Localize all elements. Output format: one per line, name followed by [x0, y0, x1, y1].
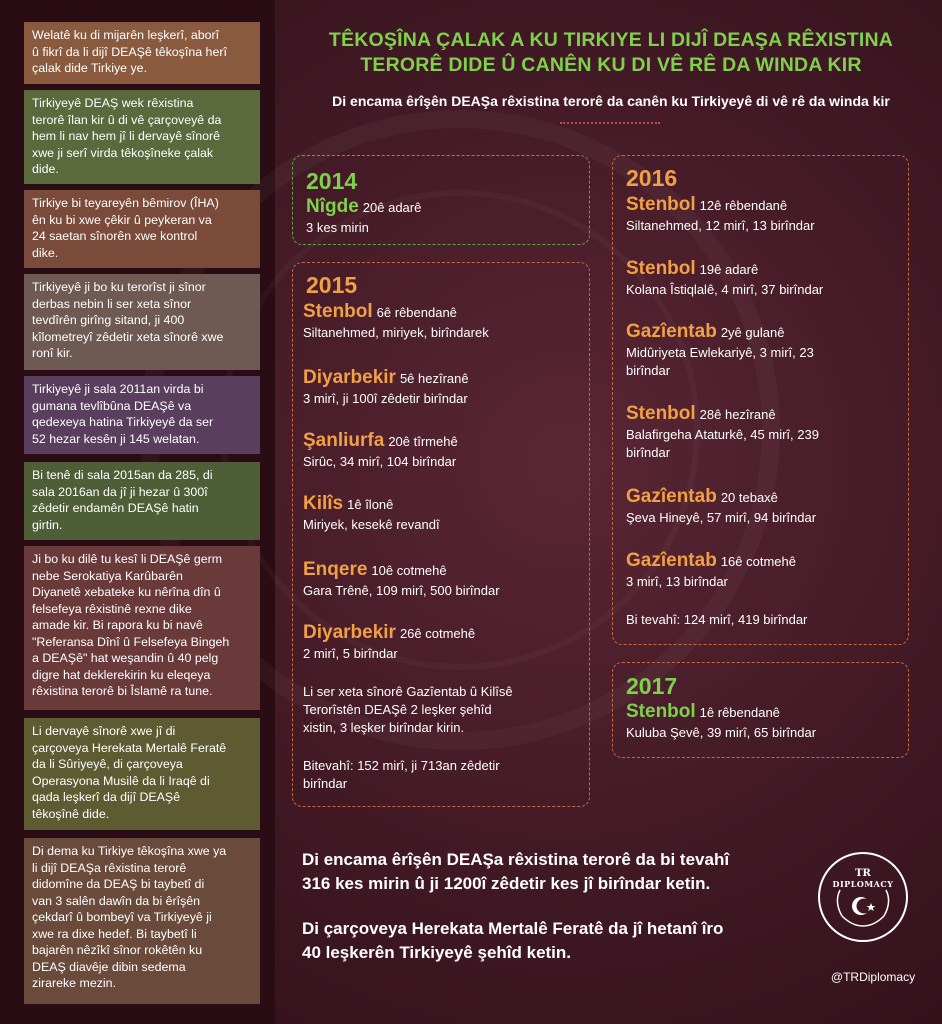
attack-entry [303, 301, 489, 342]
attack-detail: 2 mirî, 5 birîndar [303, 646, 398, 661]
attack-entry [626, 321, 814, 379]
attack-detail: Balafirgeha Ataturkê, 45 mirî, 239 birîndar [626, 427, 819, 460]
year-total: Bi tevahî: 124 mirî, 419 birîndar [626, 612, 808, 627]
fact-text: Ji bo ku dilê tu kesî li DEAŞê germ nebe Serokatiya Karûbarên Diyanetê xebateke ku nêrîna dîn û felsefeya rêxistinê rexne dike amade kir. Bi rapora ku bi navê "Referansa Dînî û Felsefeya Bingeh a DEAŞê" hat weşandin û 40 pelg digre hat deklerekirin ku eleqeya rêxistina terorê bi Îslamê ra tune. [32, 552, 230, 698]
year-total: Bitevahî: 152 mirî, ji 713an zêdetir birîndar [303, 758, 500, 791]
attack-date: 12ê rêbendanê [699, 198, 788, 213]
attack-detail: Sirûc, 34 mirî, 104 birîndar [303, 454, 457, 469]
fact-text: Tirkiyeyê DEAŞ wek rêxistina terorê îlan kir û di vê çarçoveyê da hem li nav hem jî li dervayê sînorê xwe ji serî virda têkoşîneke çalak dide. [32, 96, 222, 176]
summary-casualties: Di encama êrîşên DEAŞa rêxistina terorê da bi tevahî 316 kes mirin û ji 1200î zêdetir kes jî birîndar ketin. [302, 850, 730, 893]
attack-detail: Kuluba Şevê, 39 mirî, 65 birîndar [626, 725, 817, 740]
attack-date: 1ê rêbendanê [699, 705, 780, 720]
city-name: Diyarbekir [303, 367, 396, 388]
city-name: Kilîs [303, 493, 344, 514]
social-handle: @TRDiplomacy [830, 970, 916, 984]
attack-date: 6ê rêbendanê [376, 305, 457, 320]
fact-box-5 [24, 376, 260, 454]
attack-entry [626, 701, 816, 742]
city-name: Stenbol [626, 701, 696, 722]
fact-text: Tirkiyeyê ji bo ku terorîst ji sînor derbas nebin li ser xeta sînor tevdîrên girîng sitand, ji 400 kîlometreyî zêdetir xeta sînorê xwe ronî kir. [32, 280, 224, 360]
attack-detail: 3 kes mirin [306, 220, 369, 235]
city-name: Enqere [303, 559, 368, 580]
attack-entry [303, 622, 475, 663]
fact-text: Tirkiyeyê ji sala 2011an virda bi gumana tevlîbûna DEAŞê va qedexeya hatina Tirkiyeyê da ser 52 hezar kesên ji 145 welatan. [32, 382, 214, 446]
fact-box-3 [24, 190, 260, 268]
attack-entry [626, 258, 823, 299]
attack-detail: 3 mirî, ji 100î zêdetir birîndar [303, 391, 468, 406]
tr-diplomacy-logo [818, 852, 908, 942]
page-title: TÊKOŞÎNA ÇALAK A KU TIRKIYE LI DIJÎ DEAŞA RÊXISTINA TERORÊ DIDE Û CANÊN KU DI VÊ RÊ DA WINDA KIR [328, 29, 894, 76]
attack-entry [303, 559, 500, 600]
fact-box-7 [24, 546, 260, 710]
city-name: Nîgde [306, 196, 359, 217]
fact-text: Di dema ku Tirkiye têkoşîna xwe ya li dijî DEAŞa rêxistina terorê didomîne da DEAŞ bi taybetî di van 3 salên dawîn da bi êrîşên çekdarî û bombeyî va Tirkiyeyê ji xwe ra dixe hedef. Bi taybetî li bajarên nêzîkî sînor rokêtên ku DEAŞ diavêje dibin sedema zirareke mezin. [32, 844, 227, 990]
year-box-2014 [292, 155, 590, 245]
fact-text: Welatê ku di mijarên leşkerî, aborî û fikrî da li dijî DEAŞê têkoşîna herî çalak dide Tirkiye ye. [32, 28, 227, 75]
fact-box-8 [24, 718, 260, 830]
attack-entry [626, 403, 819, 461]
attack-date: 28ê hezîranê [699, 407, 776, 422]
fact-text: Tirkiye bi teyareyên bêmirov (ÎHA) ên ku bi xwe çêkir û peykeran va 24 saetan sînorên xwe kontrol dike. [32, 196, 219, 260]
attack-detail: Midûriyeta Ewlekariyê, 3 mirî, 23 birîndar [626, 345, 814, 378]
year-box-2017 [612, 662, 909, 758]
city-name: Şanliurfa [303, 430, 385, 451]
logo-text-diplomacy: DIPLOMACY [832, 879, 894, 889]
fact-text: Bi tenê di sala 2015an da 285, di sala 2016an da jî ji hezar û 300î zêdetir endamên DEAŞê hatin girtin. [32, 468, 213, 532]
attack-entry [303, 430, 458, 471]
city-name: Stenbol [626, 194, 696, 215]
summary-soldiers: Di çarçoveya Herekata Mertalê Feratê da jî hetanî îro 40 leşkerên Tirkiyeyê şehîd ketin. [302, 919, 724, 962]
fact-box-6 [24, 462, 260, 540]
year-box-2016 [612, 155, 909, 645]
attack-date: 5ê hezîranê [399, 371, 469, 386]
attack-entry [303, 367, 469, 408]
year-label: 2014 [306, 168, 358, 194]
city-name: Diyarbekir [303, 622, 396, 643]
year-box-2015 [292, 262, 590, 807]
attack-detail: Miriyek, kesekê revandî [303, 517, 440, 532]
year-label: 2015 [306, 272, 358, 298]
attack-date: 16ê cotmehê [720, 554, 796, 569]
fact-box-2 [24, 90, 260, 184]
attack-entry [626, 486, 816, 527]
attack-date: 1ê îlonê [347, 497, 394, 512]
attack-date: 19ê adarê [699, 262, 759, 277]
attack-date: 20ê adarê [362, 200, 422, 215]
city-name: Gazîentab [626, 550, 717, 571]
attack-detail: Gara Trênê, 109 mirî, 500 birîndar [303, 583, 500, 598]
fact-box-1 [24, 22, 260, 84]
city-name: Stenbol [626, 403, 696, 424]
year-label: 2016 [626, 165, 678, 191]
attack-date: 20ê tîrmehê [388, 434, 458, 449]
fact-text: Li dervayê sînorê xwe jî di çarçoveya Herekata Mertalê Feratê da li Sûriyeyê, di çarçoveya Operasyona Musilê da li Iraqê di qada leşkerî da dijî DEAŞê têkoşînê dide. [32, 724, 227, 821]
attack-entry [626, 194, 815, 235]
attack-entry [306, 196, 421, 237]
city-name: Gazîentab [626, 486, 717, 507]
year-label: 2017 [626, 673, 678, 699]
attack-date: 10ê cotmehê [371, 563, 447, 578]
page-subtitle: Di encama êrîşên DEAŞa rêxistina terorê da canên ku Tirkiyeyê di vê rê da winda kir [332, 93, 890, 109]
city-name: Gazîentab [626, 321, 717, 342]
attack-date: 2yê gulanê [720, 325, 785, 340]
logo-emblem-icon [820, 854, 906, 940]
fact-box-9 [24, 838, 260, 1004]
logo-text-tr: TR [855, 868, 871, 879]
attack-date: 26ê cotmehê [399, 626, 476, 641]
attack-detail: 3 mirî, 13 birîndar [626, 574, 728, 589]
attack-detail: Şeva Hineyê, 57 mirî, 94 birîndar [626, 510, 817, 525]
attack-detail: Siltanehmed, miriyek, birîndarek [303, 325, 489, 340]
city-name: Stenbol [626, 258, 696, 279]
attack-detail: Siltanehmed, 12 mirî, 13 birîndar [626, 218, 815, 233]
attack-detail: Kolana Îstiqlalê, 4 mirî, 37 birîndar [626, 282, 824, 297]
attack-date: 20 tebaxê [720, 490, 778, 505]
fact-box-4 [24, 274, 260, 370]
attack-entry [626, 550, 796, 591]
attack-entry [303, 493, 440, 534]
title-divider [560, 122, 660, 124]
city-name: Stenbol [303, 301, 373, 322]
border-attack-note: Li ser xeta sînorê Gazîentab û Kilîsê Terorîstên DEAŞê 2 leşker şehîd xistin, 3 leşker birîndar kirin. [303, 684, 513, 735]
